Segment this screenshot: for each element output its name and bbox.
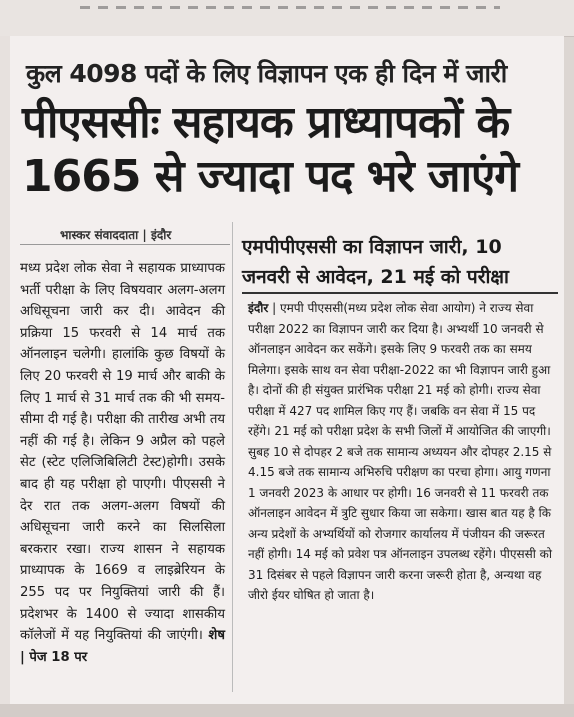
main-article-text: मध्य प्रदेश लोक सेवा ने सहायक प्राध्यापक भर्ती परीक्षा के लिए विषयवार अलग-अलग अधिसूचना जारी कर दी। आवेदन की प्रक्रिया 15 फरवरी से 14 मार्च तक ऑनलाइन चलेगी। हालांकि कुछ विषयों के लिए 20 फरवरी से 19 मार्च और बाकी के लिए 1 मार्च से 31 मार्च तक की भी समय-सीमा दी गई है। परीक्षा की तारीख अभी तय नहीं की गई है। लेकिन 9 अप्रैल को पहले सेट (स्टेट एलिजिबिलिटी टेस्ट)होगी। उसके बाद ही यह परीक्षा हो पाएगी। पीएससी ने देर रात तक अलग-अलग विषयों की अधिसूचना जारी करने का सिलसिला बरकरार रखा। राज्य शासन ने सहायक प्राध्यापक के 1669 व लाइब्रेरियन के 255 पद पर नियुक्तियां जारी की हैं। प्रदेशभर के 1400 से ज्यादा शासकीय कॉलेजों में यह नियुक्तियां की जाएंगी।: [20, 261, 225, 644]
continued-note: शेष | पेज 18 पर: [20, 628, 225, 665]
kicker-line: कुल 4098 पदों के लिए विज्ञापन एक ही दिन में जारी: [26, 59, 507, 88]
main-headline: [22, 96, 562, 204]
column-divider: [232, 222, 233, 692]
byline: भास्कर संवाददाता | इंदौर: [60, 228, 172, 242]
byline-rule: [20, 244, 230, 245]
side-story-rule: [242, 292, 558, 294]
side-story-headline: [242, 232, 562, 292]
side-story-body: [248, 298, 554, 606]
headline-line-2: 1665 से ज्यादा पद भरे जाएंगे: [22, 151, 519, 202]
headline-line-1: पीएससीः सहायक प्राध्यापकों के: [22, 97, 510, 148]
side-headline-line-1: एमपीपीएससी का विज्ञापन जारी, 10: [242, 236, 502, 258]
adjacent-page-strip: [0, 0, 574, 37]
dateline: इंदौर: [248, 301, 269, 315]
page-bottom-edge: [0, 704, 574, 717]
side-headline-line-2: जनवरी से आवेदन, 21 मई को परीक्षा: [242, 266, 509, 288]
main-article-body: [20, 258, 225, 668]
side-story-text: | एमपी पीएससी(मध्य प्रदेश लोक सेवा आयोग) ने राज्य सेवा परीक्षा 2022 का विज्ञापन जारी कर दिया है। अभ्यर्थी 10 जनवरी से ऑनलाइन आवेदन कर सकेंगे। इसके लिए 9 फरवरी तक का समय मिलेगा। इसके साथ वन सेवा परीक्षा-2022 का भी विज्ञापन जारी हुआ है। दोनों की ही संयुक्त प्रारंभिक परीक्षा 21 मई को होगी। राज्य सेवा परीक्षा में 427 पद शामिल किए गए हैं। जबकि वन सेवा में 15 पद रहेंगे। 21 मई को परीक्षा प्रदेश के सभी जिलों में आयोजित की जाएगी। सुबह 10 से दोपहर 2 बजे तक सामान्य अध्ययन और दोपहर 2.15 से 4.15 बजे तक सामान्य अभिरुचि परीक्षण का परचा होगा। आयु गणना 1 जनवरी 2023 के आधार पर होगी। 16 जनवरी से 11 फरवरी तक ऑनलाइन आवेदन में त्रुटि सुधार किया जा सकेगा। खास बात यह है कि अन्य प्रदेशों के अभ्यर्थियों को रोजगार कार्यालय में पंजीयन की जरूरत नहीं होगी। 14 मई को प्रवेश पत्र ऑनलाइन उपलब्ध रहेंगे। पीएससी को 31 दिसंबर से पहले विज्ञापन जारी करना जरूरी होता है, अन्यथा वह जीरो ईयर घोषित हो जाता है।: [248, 301, 552, 602]
cut-off-text: [80, 6, 500, 9]
